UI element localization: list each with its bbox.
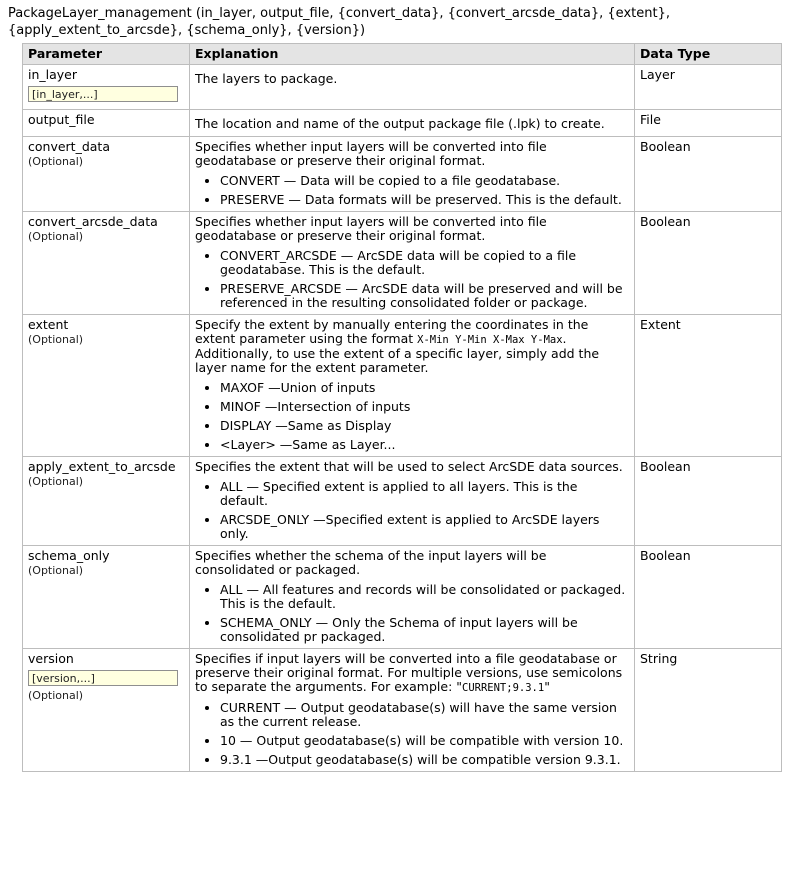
optional-label: (Optional) bbox=[28, 155, 84, 168]
signature-line-2: {apply_extent_to_arcsde}, {schema_only}, {version}) bbox=[8, 23, 366, 38]
param-cell bbox=[23, 457, 190, 546]
data-type-cell: Layer bbox=[635, 65, 782, 110]
explanation-text: Specifies the extent that will be used to select ArcSDE data sources. bbox=[195, 459, 623, 474]
param-name: schema_only bbox=[28, 548, 110, 563]
param-name: output_file bbox=[28, 112, 95, 127]
optional-label: (Optional) bbox=[28, 230, 84, 243]
data-type-cell: Boolean bbox=[635, 212, 782, 315]
list-item: • ARCSDE_ONLY —Specified extent is applied to ArcSDE layers only. bbox=[220, 513, 629, 541]
explanation-text: Specifies whether input layers will be converted into file geodatabase or preserve their original format. bbox=[195, 139, 547, 168]
data-type-cell: Boolean bbox=[635, 457, 782, 546]
data-type-cell: String bbox=[635, 649, 782, 772]
data-type-cell: Boolean bbox=[635, 546, 782, 649]
row-version bbox=[23, 649, 782, 772]
param-name: convert_arcsde_data bbox=[28, 214, 158, 229]
parameter-table bbox=[22, 43, 782, 772]
list-item: • PRESERVE_ARCSDE — ArcSDE data will be preserved and will be referenced in the resulting consolidated folder or package. bbox=[220, 282, 629, 310]
code-snippet: X-Min Y-Min X-Max Y-Max bbox=[417, 334, 563, 346]
explanation-text: The location and name of the output package file (.lpk) to create. bbox=[195, 116, 605, 131]
option-list bbox=[195, 480, 629, 541]
option-list bbox=[195, 249, 629, 310]
optional-label: (Optional) bbox=[28, 333, 84, 346]
explanation-text bbox=[195, 652, 629, 695]
explanation-cell bbox=[190, 315, 635, 457]
row-apply-extent-to-arcsde bbox=[23, 457, 782, 546]
param-name: apply_extent_to_arcsde bbox=[28, 459, 176, 474]
data-type-cell: Extent bbox=[635, 315, 782, 457]
signature-line-1: PackageLayer_management (in_layer, output_file, {convert_data}, {convert_arcsde_data}, {extent}, bbox=[8, 6, 670, 21]
param-name: extent bbox=[28, 317, 69, 332]
data-type-cell: File bbox=[635, 110, 782, 137]
list-item: • CONVERT — Data will be copied to a file geodatabase. bbox=[220, 174, 629, 188]
list-item: • SCHEMA_ONLY — Only the Schema of input layers will be consolidated pr packaged. bbox=[220, 616, 629, 644]
param-cell bbox=[23, 110, 190, 137]
text-part: " bbox=[544, 679, 550, 694]
row-convert-data bbox=[23, 137, 782, 212]
list-item: • ALL — All features and records will be consolidated or packaged. This is the default. bbox=[220, 583, 629, 611]
row-in-layer bbox=[23, 65, 782, 110]
explanation-text bbox=[195, 318, 629, 375]
row-output-file bbox=[23, 110, 782, 137]
param-cell bbox=[23, 137, 190, 212]
option-list bbox=[195, 381, 629, 452]
explanation-cell bbox=[190, 110, 635, 137]
row-schema-only bbox=[23, 546, 782, 649]
row-extent bbox=[23, 315, 782, 457]
optional-label: (Optional) bbox=[28, 564, 84, 577]
optional-label: (Optional) bbox=[28, 689, 84, 702]
param-cell bbox=[23, 649, 190, 772]
param-cell bbox=[23, 546, 190, 649]
text-part: . Additionally, to use the extent of a specific layer, simply add the layer name for the extent parameter. bbox=[195, 331, 600, 375]
list-item: • <Layer> —Same as Layer... bbox=[220, 438, 629, 452]
param-cell bbox=[23, 315, 190, 457]
param-cell bbox=[23, 65, 190, 110]
explanation-text: Specifies whether the schema of the input layers will be consolidated or packaged. bbox=[195, 548, 547, 577]
explanation-cell bbox=[190, 137, 635, 212]
data-type-cell: Boolean bbox=[635, 137, 782, 212]
version-input[interactable]: [version,...] bbox=[28, 670, 178, 686]
explanation-cell bbox=[190, 649, 635, 772]
function-signature bbox=[8, 5, 768, 39]
list-item: • 9.3.1 —Output geodatabase(s) will be compatible version 9.3.1. bbox=[220, 753, 629, 767]
explanation-cell bbox=[190, 457, 635, 546]
text-part: Specify the extent by manually entering the coordinates in the extent parameter using the format bbox=[195, 317, 589, 346]
param-name: in_layer bbox=[28, 67, 78, 82]
list-item: • MAXOF —Union of inputs bbox=[220, 381, 629, 395]
row-convert-arcsde-data bbox=[23, 212, 782, 315]
option-list bbox=[195, 174, 629, 207]
explanation-cell bbox=[190, 546, 635, 649]
list-item: • 10 — Output geodatabase(s) will be compatible with version 10. bbox=[220, 734, 629, 748]
code-snippet: CURRENT;9.3.1 bbox=[462, 682, 545, 694]
option-list bbox=[195, 583, 629, 644]
text-part: Specifies if input layers will be converted into a file geodatabase or preserve their original format. For multiple versions, use semicolons to separate the arguments. For example: " bbox=[195, 651, 623, 694]
param-cell bbox=[23, 212, 190, 315]
in-layer-input[interactable]: [in_layer,...] bbox=[28, 86, 178, 102]
param-name: version bbox=[28, 651, 74, 666]
option-list bbox=[195, 701, 629, 767]
param-name: convert_data bbox=[28, 139, 110, 154]
header-row bbox=[23, 44, 782, 65]
list-item: • MINOF —Intersection of inputs bbox=[220, 400, 629, 414]
list-item: • ALL — Specified extent is applied to all layers. This is the default. bbox=[220, 480, 629, 508]
list-item: • CONVERT_ARCSDE — ArcSDE data will be copied to a file geodatabase. This is the default. bbox=[220, 249, 629, 277]
explanation-text: The layers to package. bbox=[195, 71, 338, 86]
explanation-text: Specifies whether input layers will be converted into file geodatabase or preserve their original format. bbox=[195, 214, 547, 243]
explanation-cell bbox=[190, 65, 635, 110]
optional-label: (Optional) bbox=[28, 475, 84, 488]
explanation-cell bbox=[190, 212, 635, 315]
list-item: • DISPLAY —Same as Display bbox=[220, 419, 629, 433]
list-item: • PRESERVE — Data formats will be preserved. This is the default. bbox=[220, 193, 629, 207]
list-item: • CURRENT — Output geodatabase(s) will have the same version as the current release. bbox=[220, 701, 629, 729]
header-data-type: Data Type bbox=[635, 44, 782, 65]
header-explanation: Explanation bbox=[190, 44, 635, 65]
header-parameter: Parameter bbox=[23, 44, 190, 65]
